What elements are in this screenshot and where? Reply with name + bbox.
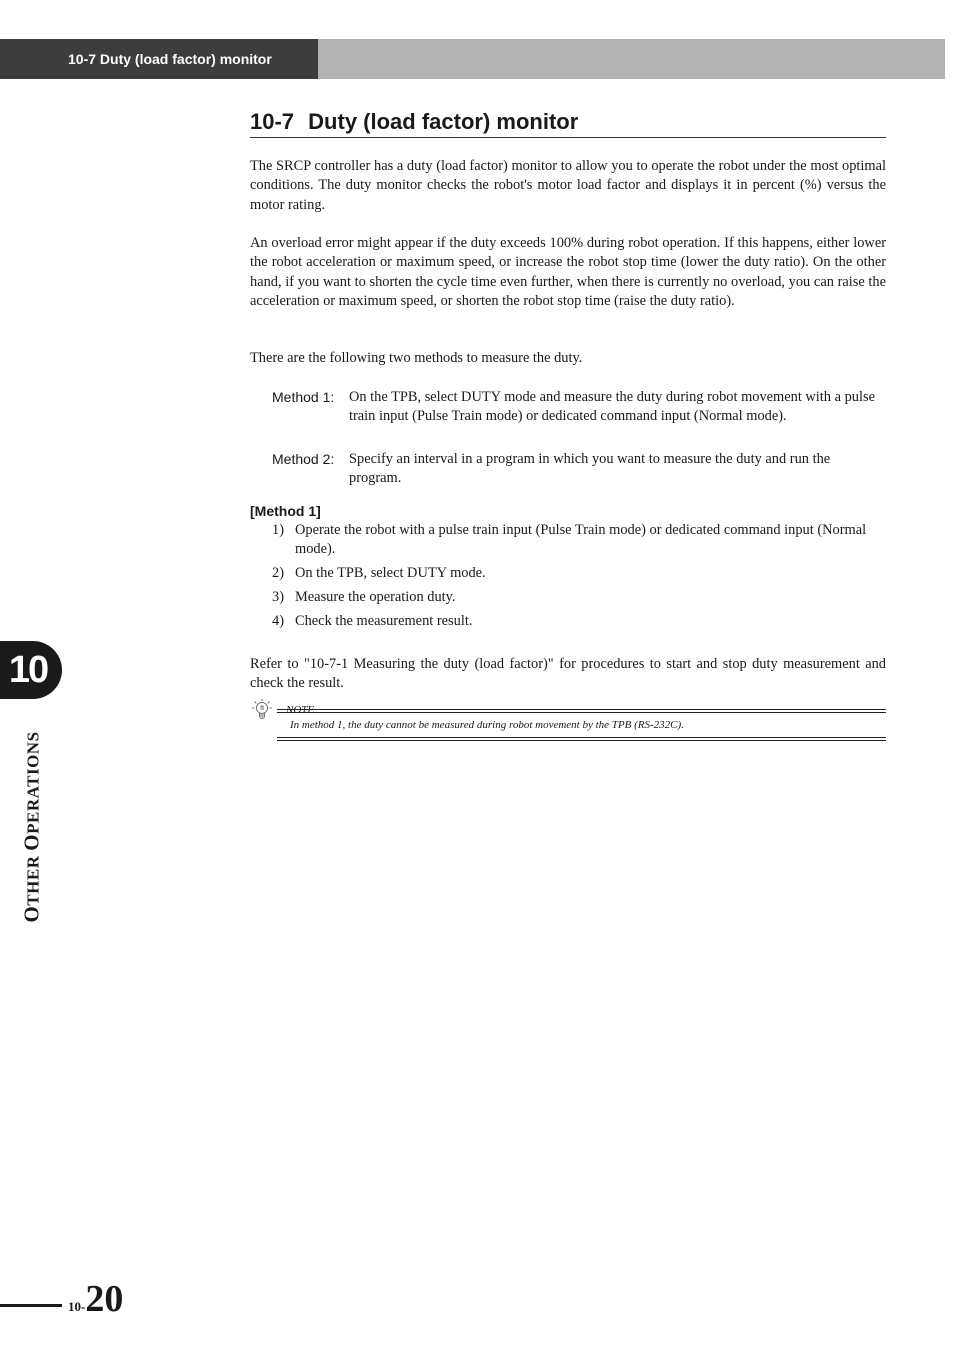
chapter-tab: 10 xyxy=(0,641,62,699)
page-number xyxy=(68,1277,123,1321)
header-section-label: 10-7 Duty (load factor) monitor xyxy=(0,39,318,79)
method-1-label: Method 1: xyxy=(272,389,335,405)
step-number: 4) xyxy=(272,613,284,629)
method-1-item xyxy=(272,388,886,427)
page-title xyxy=(250,108,886,138)
step-text: Operate the robot with a pulse train input (Pulse Train mode) or dedicated command input (Normal mode). xyxy=(295,522,867,558)
page-number-rule xyxy=(0,1304,62,1307)
reference-paragraph: Refer to "10-7-1 Measuring the duty (load factor)" for procedures to start and stop duty measurement and check the result. xyxy=(250,656,886,692)
title-text: Duty (load factor) monitor xyxy=(308,109,579,134)
note-rule-top xyxy=(277,709,886,710)
lightbulb-icon xyxy=(250,698,274,722)
step-number: 1) xyxy=(272,522,284,538)
title-number: 10-7 xyxy=(250,109,295,134)
note-rule-bottom xyxy=(277,737,886,738)
step-item xyxy=(272,612,886,631)
page-number-prefix: 10- xyxy=(68,1299,86,1314)
step-text: On the TPB, select DUTY mode. xyxy=(295,565,486,581)
intro-paragraph: The SRCP controller has a duty (load factor) monitor to allow you to operate the robot under the most optimal conditions. The duty monitor checks the robot's motor load factor and displays it in percent (%) versus the motor rating. xyxy=(250,158,886,213)
step-number: 2) xyxy=(272,565,284,581)
methods-intro-paragraph: There are the following two methods to measure the duty. xyxy=(250,350,583,366)
step-number: 3) xyxy=(272,589,284,605)
method-1-heading: [Method 1] xyxy=(250,503,321,519)
note-rule-top-2 xyxy=(277,712,886,713)
step-item xyxy=(272,521,886,560)
step-item xyxy=(272,588,886,607)
method-2-text: Specify an interval in a program in which you want to measure the duty and run the program. xyxy=(349,451,831,487)
note-text: In method 1, the duty cannot be measured during robot movement by the TPB (RS-232C). xyxy=(290,719,684,731)
overload-paragraph: An overload error might appear if the duty exceeds 100% during robot operation. If this happens, either lower the robot acceleration or maximum speed, or increase the robot stop time (lower the duty ratio). On the other hand, if you want to shorten the cycle time even further, when there is currently no overload, you can raise the acceleration or maximum speed, or shorten the robot stop time (raise the duty ratio). xyxy=(250,235,886,309)
step-text: Measure the operation duty. xyxy=(295,589,456,605)
method-2-item xyxy=(272,450,886,489)
page-number-main: 20 xyxy=(85,1278,124,1320)
method-1-text: On the TPB, select DUTY mode and measure the duty during robot movement with a pulse train input (Pulse Train mode) or dedicated command input (Normal mode). xyxy=(349,389,875,425)
note-label: NOTE xyxy=(286,704,315,716)
step-text: Check the measurement result. xyxy=(295,613,473,629)
note-rule-bottom-2 xyxy=(277,740,886,741)
chapter-side-label: OTHER OPERATIONS xyxy=(19,731,44,923)
step-item xyxy=(272,564,886,583)
method-2-label: Method 2: xyxy=(272,451,335,467)
